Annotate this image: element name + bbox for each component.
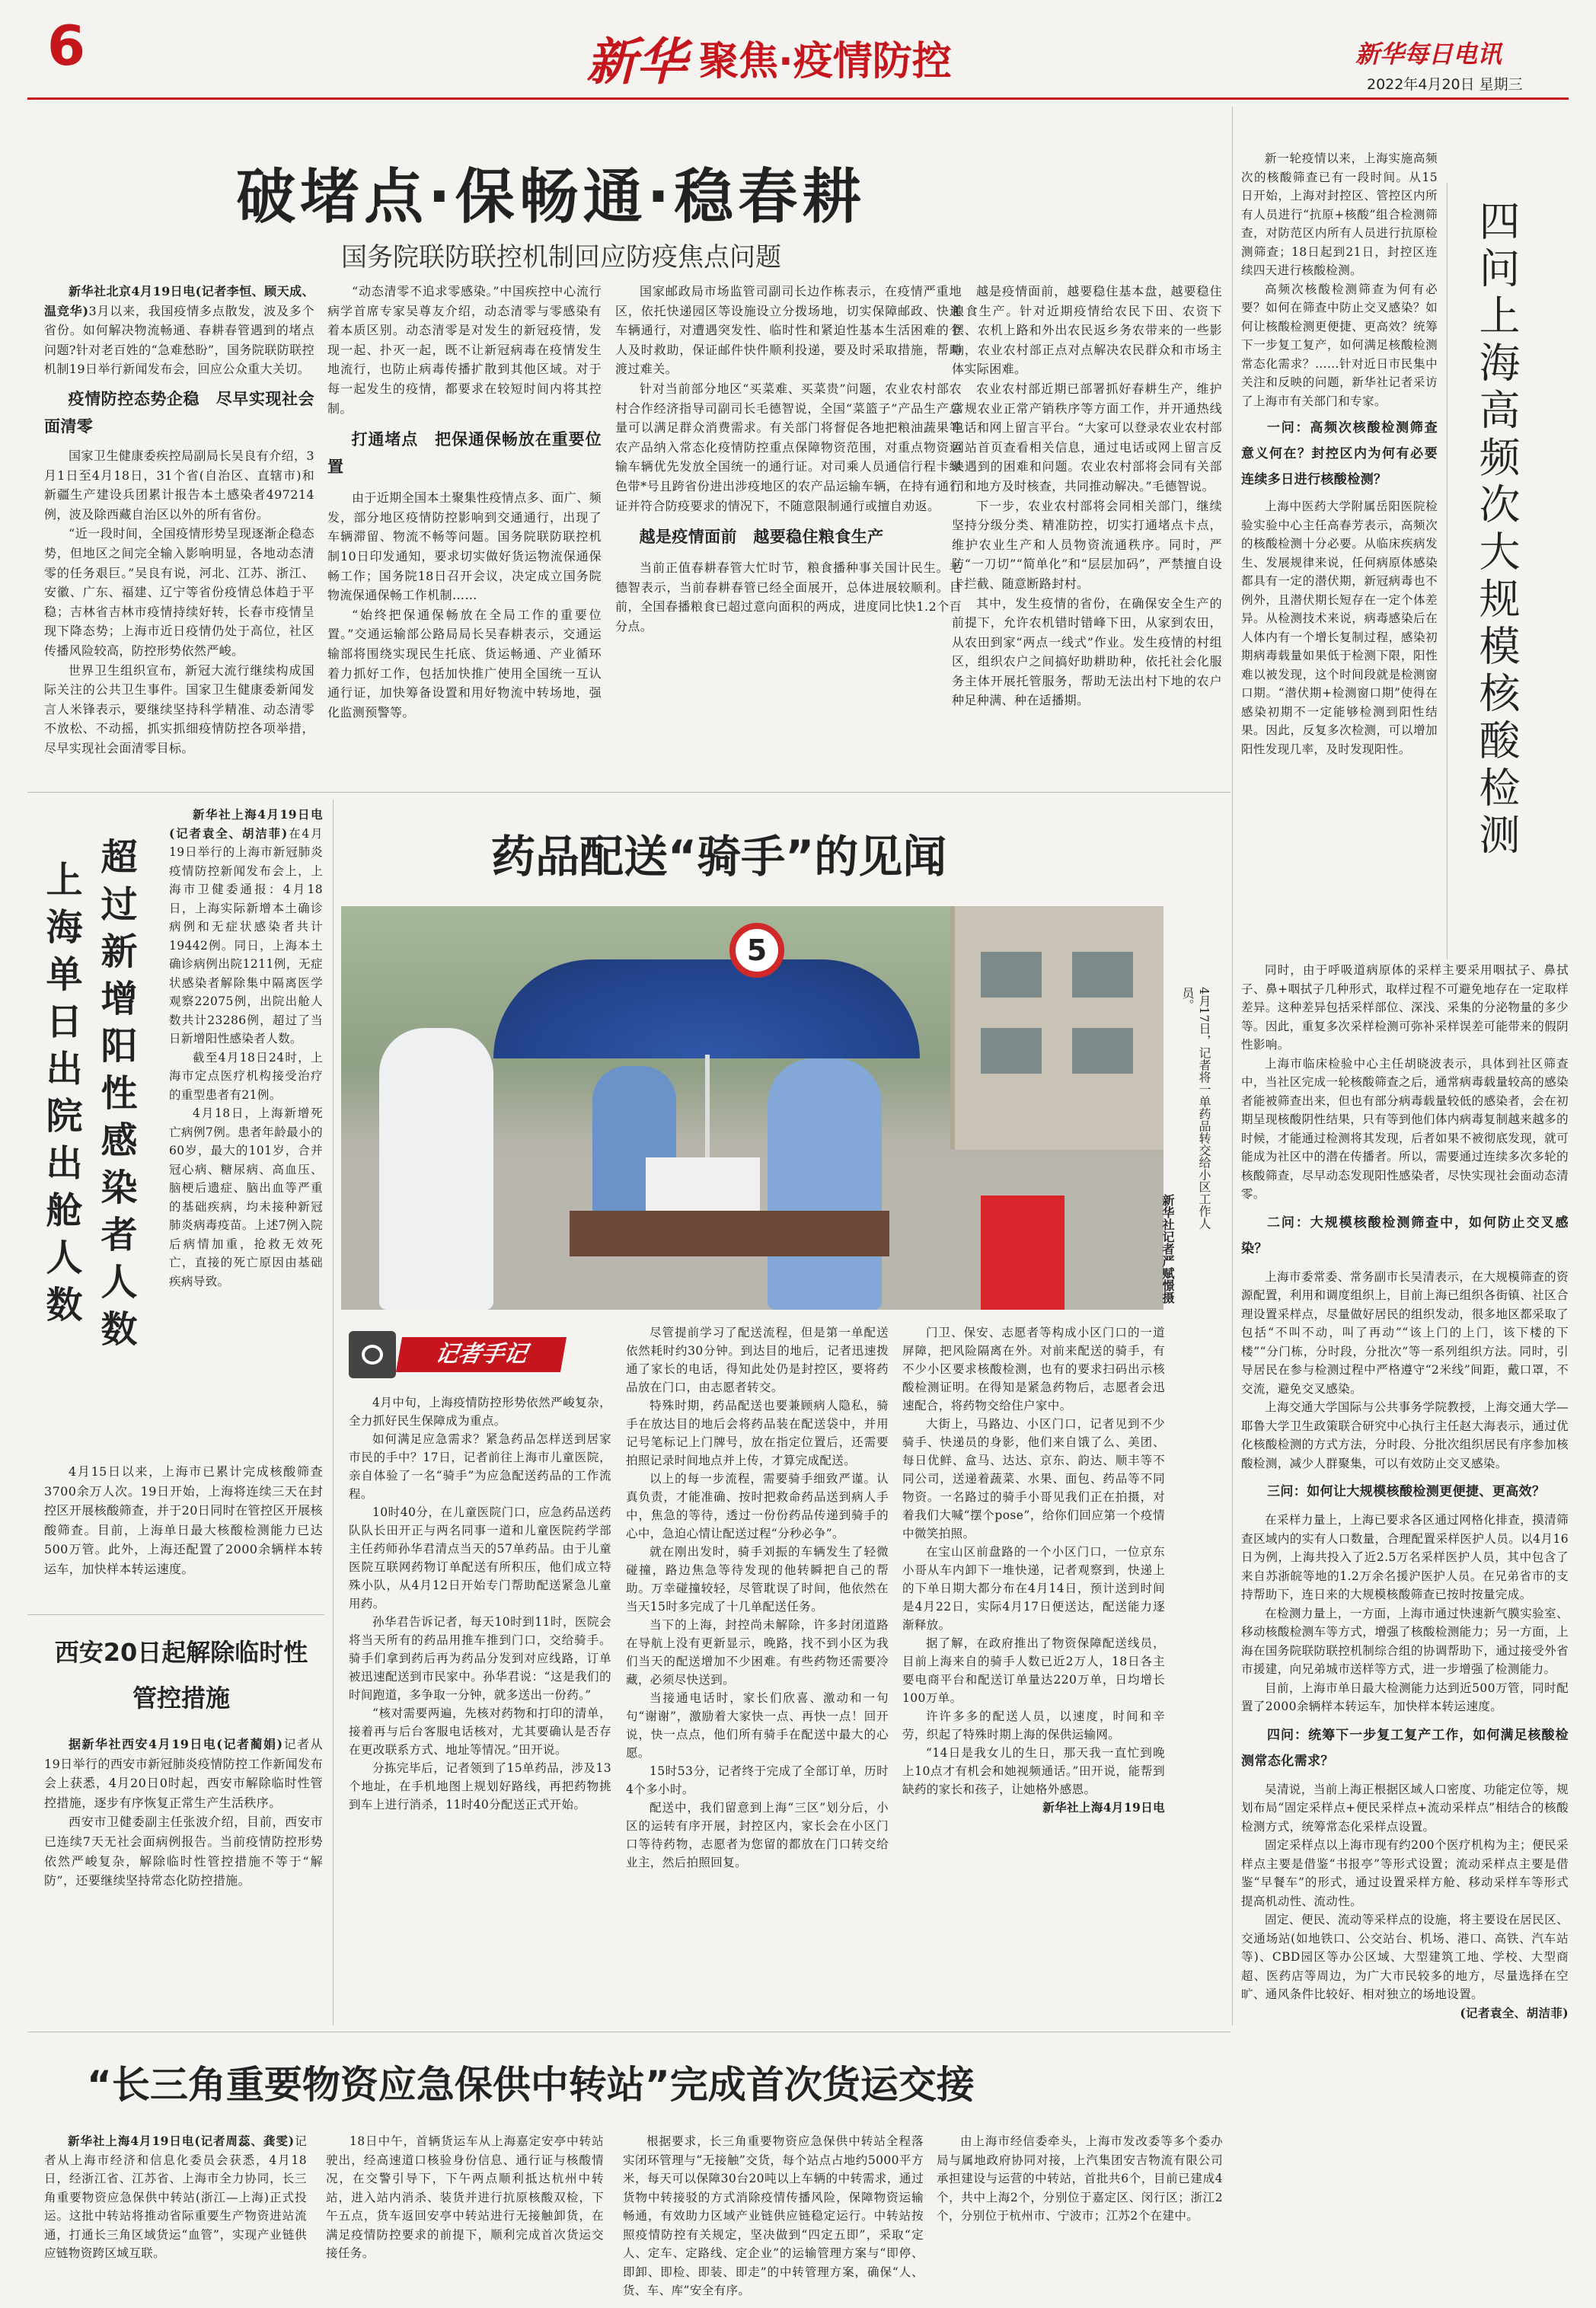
story1-p6: “始终把保通保畅放在全局工作的重要位置。”交通运输部公路局局长吴春耕表示，交通运输部将围绕实现民生托底、货运畅通、产业循环着力抓好工作，包括加快推广使用全国统一互认通行证，加快筹备设置和用好物流中转场地，强化监测预警等。 [327, 607, 602, 720]
paper-brand: 新华每日电讯 [1355, 40, 1502, 69]
feature-p19: 许许多多的配送人员，以速度，时间和辛劳，织起了特殊时期上海的保供运输网。 [902, 1709, 1165, 1741]
story5-p3: 根据要求，长三角重要物资应急保供中转站全程落实闭环管理与“无接触”交货，每个站点占地约5000平方米，每天可以保障30台20吨以上车辆的中转需求，通过货物中转接驳的方式消除疫情传播风险，保障物资运输畅通，有效助力区域产业链供应链稳定运行。中转站按照疫情防控有关规定，坚决做到“四定五即”，采取“定人、定车、定路线、定企业”的运输管理方案与“即停、即卸、即检、即装、即走”的中转管理方案，确保“人、货、车、库”安全有序。 [623, 2134, 924, 2297]
story1-p4: “动态清零不追求零感染。”中国疾控中心流行病学首席专家吴尊友介绍，动态清零与零感染有着本质区别。动态清零是对发生的新冠疫情，发现一起、扑灭一起，既不让新冠病毒在疫情发生地流行，也防止病毒传播扩散到其他区域。对于每一起发生的疫情，都要求在较短时间内将其控制。 [327, 284, 602, 416]
story1-p8: 针对当前部分地区“买菜难、买菜贵”问题，农业农村部农村合作经济指导司副司长毛德智说，全国“菜篮子”产品生产总量可以满足群众消费需求。有关部门将督促各地把粮油蔬果等农产品纳入常态化疫情防控重点保障物资范围，对重点物资运输车辆优先发放全国统一的通行证。对司乘人员通信行程卡绿色带*号且跨省份进出涉疫地区的农产品运输车辆，在持有通行证并符合防疫要求的情况下，不随意限制通行或擅自劝返。 [615, 381, 962, 513]
feature-p13: 15时53分，记者终于完成了全部订单，历时4个多小时。 [626, 1764, 889, 1796]
feature-p1: 4月中旬，上海疫情防控形势依然严峻复杂，全力抓好民生保障成为重点。 [349, 1396, 611, 1428]
story1-col4 [952, 282, 1222, 784]
story1-subtitle: 国务院联防联控机制回应防疫焦点问题 [341, 242, 781, 273]
feature-signoff: 新华社上海4月19日电 [1042, 1800, 1165, 1815]
story4-a3c: 目前，上海市单日最大检测能力达到近500万管，同时配置了2000余辆样本转运车，加快样本转运速度。 [1241, 1681, 1569, 1713]
story4-q4: 四问：统筹下一步复工复产工作，如何满足核酸检测常态化需求？ [1241, 1727, 1569, 1769]
feature-p15: 门卫、保安、志愿者等构成小区门口的一道屏障，把风险隔离在外。对前来配送的骑手，有不少小区要求核酸检测，也有的要求扫码出示核酸检测证明。在得知是紧急药物后，志愿者会迅速配合，将药物交给住户家中。 [902, 1326, 1165, 1413]
story3-title-text: 西安20日起解除临时性管控措施 [54, 1638, 308, 1713]
story4-a4c: 固定、便民、流动等采样点的设施，将主要设在居民区、交通场站(如地铁口、公交站台、机场、港口、高铁、汽车站等)、CBD园区等办公区域、大型建筑工地、学校、大型商超、医药店等周边，为广大市民较多的地方，尽量选择在空旷、通风条件比较好、相对独立的场地设置。 [1241, 1913, 1569, 2001]
story4-col-top [1241, 149, 1438, 959]
story5-title: “长三角重要物资应急保供中转站”完成首次货运交接 [87, 2063, 975, 2107]
story4-q3: 三问：如何让大规模核酸检测更便捷、更高效？ [1267, 1484, 1546, 1499]
story5-col1 [44, 2132, 307, 2308]
story4-a1b: 同时，由于呼吸道病原体的采样主要采用咽拭子、鼻拭子、鼻+咽拭子几种形式，取样过程不可避免地存在一定取样差异。这种差异包括采样部位、深浅、采集的分泌物量的多少等。因此，重复多次采样检测可弥补采样误差可能带来的假阴性影响。 [1241, 963, 1569, 1052]
building-window [1072, 952, 1133, 998]
story1-p7: 国家邮政局市场监管司副司长边作栋表示，在疫情严重地区，依托快递园区等设施设立分拨场地，切实保障邮政、快递车辆通行，对遭遇突发性、临时性和紧迫性基本生活困难的个人及时救助，保证邮件快件顺利投递，要及时采取措施，帮助渡过难关。 [615, 284, 962, 377]
story5-dateline: 新华社上海4月19日电(记者周蕊、龚雯) [68, 2134, 295, 2148]
feature-title: 药品配送“骑手”的见闻 [491, 831, 947, 883]
story4-vtitle: 四问上海高频次大规模核酸检测 [1473, 200, 1521, 860]
building-window [981, 952, 1042, 998]
feature-p11: 当下的上海，封控尚未解除，许多封闭道路在导航上没有更新显示，晚路，找不到小区为我们当天的配送增加不少困难。有些药物还需要冷藏，必须尽快送到。 [626, 1618, 889, 1687]
story2-tail [44, 1462, 323, 1614]
story1-h3: 越是疫情面前 越要稳住粮食生产 [639, 528, 884, 547]
umbrella [493, 959, 920, 1058]
divider [333, 800, 334, 2025]
story1-h2: 打通堵点 把保通保畅放在重要位置 [327, 430, 602, 477]
badge-label [396, 1337, 567, 1372]
story4-signoff: (记者袁全、胡洁菲) [1460, 2005, 1569, 2020]
story2-p2: 截至4月18日24时，上海市定点医疗机构接受治疗的重型患者有21例。 [169, 1050, 323, 1102]
story4-a2b: 上海交通大学国际与公共事务学院教授，上海交通大学—耶鲁大学卫生政策联合研究中心执行主任赵大海表示，通过优化核酸检测的方式方法，分时段、分批次组织居民有序参加核酸检测，减少人群聚集，可以有效防止交叉感染。 [1241, 1400, 1569, 1470]
feature-p16: 大街上，马路边、小区门口，记者见到不少骑手、快递员的身影，他们来自饿了么、美团、每日优鲜、盒马、达达、京东、韵达、顺丰等不同公司，送递着蔬菜、水果、面包、药品等不同物资。一名路过的骑手小哥见我们正在拍摄，对着我们大喊“摆个pose”，给你们回应第一个疫情中微笑拍照。 [902, 1417, 1165, 1540]
brand-logo: 新华 [586, 32, 687, 91]
feature-p9: 以上的每一步流程，需要骑手细致严谨。认真负责，才能准确、按时把救命药品送到病人手中，焦急的等待，透过一份份药品传递到骑手的心中，急迫心情让配送过程“分秒必争”。 [626, 1472, 889, 1540]
story2-p3: 4月18日，上海新增死亡病例7例。患者年龄最小的60岁，最大的101岁，合并冠心病、糖尿病、高血压、脑梗后遗症、脑出血等严重的基础疾病，均未接种新冠肺炎病毒疫苗。上述7例入院后病情加重，抢救无效死亡，直接的死亡原因由基础疾病导致。 [169, 1106, 323, 1288]
story1-dateline: 新华社北京4月19日电(记者李恒、顾天成、温竞华) [44, 284, 314, 318]
photo-sign-text: 5 [746, 934, 768, 967]
feature-p20: “14日是我女儿的生日，那天我一直忙到晚上10点才有机会和她视频通话。”田开说，能帮到缺药的家长和孩子，让她格外感恩。 [902, 1746, 1165, 1796]
story5-p1: 记者从上海市经济和信息化委员会获悉，4月18日，经浙江省、江苏省、上海市全力协同，长三角重要物资应急保供中转站(浙江—上海)正式投运。这批中转站将推动省际重要生产物资进站流通，打通长三角区域货运“血管”，实现产业链供应链物资跨区域互联。 [44, 2134, 307, 2260]
story4-intro2: 高频次核酸检测筛查为何有必要？如何在筛查中防止交叉感染？如何让核酸检测更便捷、更高效？统筹下一步复工复产，如何满足核酸检测常态化需求？……针对近日市民集中关注和反映的问题，新华社记者采访了上海市有关部门和专家。 [1241, 282, 1438, 408]
story3-p2: 西安市卫健委副主任张波介绍，目前，西安市已连续7天无社会面病例报告。当前疫情防控形势依然严峻复杂，解除临时性管控措施不等于“解防”，还要继续坚持常态化防控措施。 [44, 1815, 323, 1888]
feature-p10: 就在刚出发时，骑手刘振的车辆发生了轻微碰撞，路边焦急等待发现的他转瞬把自己的帮助。万幸碰撞较轻，尽管耽误了时间，他依然在当天15时多完成了十几单配送任务。 [626, 1545, 889, 1614]
story5-p2: 18日中午，首辆货运车从上海嘉定安亭中转站驶出，经高速道口核验身份信息、通行证与核酸情况，在交警引导下，下午两点顺利抵达杭州中转站，进入站内消杀、装货并进行抗原核酸双检，下午五点，货车返回安亭中转站进行无接触卸货，在满足疫情防控要求的前提下，顺利完成首次货运交接任务。 [326, 2134, 604, 2260]
header-rule [27, 97, 1569, 100]
story5-col4 [937, 2132, 1223, 2308]
story1-p10: 越是疫情面前，越要稳住基本盘，越要稳住粮食生产。针对近期疫情给农民下田、农资下摆、农机上路和外出农民返乡务农带来的一些影响，农业农村部正点对点解决农民群众和市场主体实际困难。 [952, 284, 1222, 377]
story1-p3: 世界卫生组织宣布，新冠大流行继续构成国际关注的公共卫生事件。国家卫生健康委新闻发言人米锋表示，要继续坚持科学精准、动态清零不放松、不动摇，抓实抓细疫情防控各项举措，尽早实现社会面清零目标。 [44, 662, 314, 755]
story2-col [169, 806, 323, 1460]
story4-a2: 上海市委常委、常务副市长吴清表示，在大规模筛查的资源配置，利用和调度组织上，目前上海已组织各街镇、社区合理设置采样点，尽量做好居民的组织发动，很多地区都采取了包括“不叫不动，叫了再动”“该上门的上门，该下楼的下楼”“分门栋，分时段，分批次”等一系列组织方法。同时，引导居民在参与检测过程中严格遵守“2米线”间距，戴口罩，不交流，避免交叉感染。 [1241, 1269, 1569, 1396]
feature-p4: 孙华君告诉记者，每天10时到11时，医院会将当天所有的药品用推车推到门口，交给骑手。骑手们拿到药后再为药品分发到对应线路，订单被迅速配送到市民家中。孙华君说：“这是我们的时间跑道，多争取一分钟，就多送出一份药。” [349, 1615, 611, 1702]
building-window [981, 1028, 1042, 1074]
section-title: 聚焦·疫情防控 [699, 39, 952, 85]
feature-col1 [349, 1393, 611, 2025]
building-window [1072, 1028, 1133, 1074]
story4-a4b: 固定采样点以上海市现有约200个医疗机构为主；便民采样点主要是借鉴“书报亭”等形式设置；流动采样点主要是借鉴“早餐车”的形式，通过设置采样方舱、移动采样车等形式提高机动性、流动性。 [1241, 1838, 1569, 1908]
divider [27, 1614, 324, 1615]
story4-a3b: 在检测力量上，一方面，上海市通过快速新气膜实验室、移动核酸检测车等方式，增强了核酸检测能力；另一方面，上海在国务院联防联控机制综合组的协调帮助下，通过接受外省市援建，向兄弟城市送样等方式，进一步增强了检测能力。 [1241, 1606, 1569, 1676]
worker-ppe-white [379, 1028, 493, 1310]
story1-p2: “近一段时间，全国疫情形势呈现逐渐企稳态势，但地区之间完全输入影响明显，各地动态清零的任务艰巨。”吴良有说，河北、江苏、浙江、安徽、广东、福建、辽宁等省份疫情总体趋于平稳；吉林省吉林市疫情持续好转，长春市疫情呈现下降态势；上海市近日疫情仍处于高位，社区传播风险较高，防控形势依然严峻。 [44, 526, 314, 658]
caption-text: 4月17日，记者将一单药品转交给小区工作人员。 [1180, 987, 1211, 1230]
story1-lead: 3月以来，我国疫情多点散发，波及多个省份。如何解决物流畅通、春耕春管遇到的堵点问题?针对老百姓的“急难愁盼”，国务院联防联控机制19日举行新闻发布会，回应公众重大关切。 [44, 303, 314, 377]
feature-p5: “核对需要两遍，先核对药物和打印的清单，接着再与后台客服电话核对，尤其要确认是否存在更改联系方式、地址等情况。”田开说。 [349, 1706, 611, 1757]
red-sign [981, 1195, 1065, 1310]
story4-a4: 吴清说，当前上海正根据区域人口密度、功能定位等，规划布局“固定采样点+便民采样点+流动采样点”相结合的核酸检测方式，统筹常态化采样点设置。 [1241, 1782, 1569, 1834]
table [570, 1211, 889, 1256]
story1-p12: 下一步，农业农村部将会同相关部门，继续坚持分级分类、精准防控，切实打通堵点卡点，维护农业生产和人员物资流通秩序。同时，严防“一刀切”“简单化”和“层层加码”，严禁擅自设卡拦截、随意断路封村。 [952, 498, 1222, 591]
feature-p7: 尽管提前学习了配送流程，但是第一单配送依然耗时约30分钟。到达目的地后，记者迅速拨通了家长的电话，得知此处仍是封控区，要将药品放在门口，由志愿者转交。 [626, 1326, 889, 1394]
feature-p2: 如何满足应急需求？紧急药品怎样送到居家市民的手中？17日，记者前往上海市儿童医院，亲自体验了一名“骑手”为应急配送药品的工作流程。 [349, 1432, 611, 1501]
divider [1447, 183, 1448, 959]
story4-q2: 二问：大规模核酸检测筛查中，如何防止交叉感染？ [1241, 1215, 1569, 1256]
story4-intro: 新一轮疫情以来，上海实施高频次的核酸筛查已有一段时间。从15日开始，上海对封控区、管控区内所有人员进行“抗原+核酸”组合检测筛查，对防范区内所有人员进行抗原检测筛查；18日起到21日，封控区连续四天进行核酸检测。 [1241, 152, 1438, 277]
story5-col2 [326, 2132, 604, 2308]
story4-col-bottom [1241, 961, 1569, 2308]
story2-p4: 4月15日以来，上海市已累计完成核酸筛查3700余万人次。19日开始，上海将连续三天在封控区开展核酸筛查，并于20日同时在管控区开展核酸筛查。目前，上海单日最大核酸检测能力已达500万管。此外，上海还配置了2000余辆样本转运车，加快样本转运速度。 [44, 1464, 323, 1576]
feature-photo [341, 906, 1163, 1310]
feature-p12: 当接通电话时，家长们欣喜、激动和一句句“谢谢”，激励着大家快一点、再快一点！回开说，快一点点，他们所有骑手在配送中最大的心愿。 [626, 1691, 889, 1760]
story2-p1: 在4月19日举行的上海市新冠肺炎疫情防控新闻发布会上，上海市卫健委通报：4月18日，上海实际新增本土确诊病例和无症状感染者共计19442例。同日，上海本土确诊病例出院1211例，无症状感染者解除集中隔离医学观察22075例，出院出舱人数共计23286例，超过了当日新增阳性感染者人数。 [169, 826, 323, 1045]
feature-p6: 分拣完毕后，记者领到了15单药品，涉及13个地址，在手机地图上规划好路线，再把药物挑到车上进行消杀，11时40分配送正式开始。 [349, 1761, 611, 1812]
story4-a1c: 上海市临床检验中心主任胡晓波表示，具体到社区筛查中，当社区完成一轮核酸筛查之后，通常病毒载量较高的感染者能被筛查出来，但也有部分病毒载量较低的感染者，会在初期呈现核酸阴性结果，只有等到他们体内病毒复制越来越多的时候，才能通过检测将其发现，后者如果不被彻底发现，就可能成为社区中的潜在传播者。所以，需要通过连续多次多轮的核酸筛查，尽早动态发现阳性感染者，尽快实现社会面动态清零。 [1241, 1056, 1569, 1201]
story5-col3 [623, 2132, 924, 2308]
story1-p1: 国家卫生健康委疾控局副局长吴良有介绍，3月1日至4月18日，31个省(自治区、直辖市)和新疆生产建设兵团累计报告本土感染者497214例，波及除西藏自治区以外的所有省份。 [44, 448, 314, 522]
story2-dateline: 新华社上海4月19日电(记者袁全、胡洁菲) [169, 807, 323, 841]
story2-vtitle-2: 超过新增阳性感染者人数 [94, 838, 137, 1357]
story3-dateline: 据新华社西安4月19日电(记者蔺娟) [69, 1737, 283, 1751]
story3-p1: 记者从19日举行的西安市新冠肺炎疫情防控工作新闻发布会上获悉，4月20日0时起，西安市解除临时性管控措施，逐步有序恢复正常生产生活秩序。 [44, 1737, 323, 1810]
camera-icon [349, 1331, 396, 1378]
story1-p11: 农业农村部近期已部署抓好春耕生产，维护常规农业正常产销秩序等方面工作，并开通热线电话和网上留言平台。“大家可以登录农业农村部网站首页查看相关信息，通过电话或网上留言反映遇到的困难和问题。农业农村部将会同有关部门和地方及时核查，共同推动解决。”毛德智说。 [952, 381, 1222, 493]
story4-a1: 上海中医药大学附属岳阳医院检验实验中心主任高春芳表示，高频次的核酸检测十分必要。从临床疾病发生、发展规律来说，任何病原体感染都具有一定的潜伏期，新冠病毒也不例外，且潜伏期长短存在一定个体差异。从检测技术来说，病毒感染后在人体内有一个增长复制过程，感染初期病毒载量如果低于检测下限，阳性难以被发现，这个时间段就是检测窗口期。“潜伏期+检测窗口期”使得在感染初期不一定能够检测到阳性结果。因此，反复多次检测，可以增加阳性发现几率，及时发现阳性。 [1241, 500, 1438, 756]
notes-badge [349, 1331, 566, 1378]
story1-col2 [327, 282, 602, 784]
story3-col [44, 1735, 323, 2024]
feature-p17: 在宝山区前盘路的一个小区门口，一位京东小哥从车内卸下一堆快递，记者观察到，快递上的下单日期大都分布在4月14日，预计送到时间是4月22日，实际4月17日便送达，配送能力逐渐释放。 [902, 1545, 1165, 1632]
badge-text: 记者手记 [433, 1341, 530, 1368]
story1-p9: 当前正值春耕春管大忙时节，粮食播种事关国计民生。毛德智表示，当前春耕春管已经全面展开，总体进展较顺利。目前，全国春播粮食已超过意向面积的两成，进度同比快1.2个百分点。 [615, 560, 962, 634]
story1-p5: 由于近期全国本土聚集性疫情点多、面广、频发，部分地区疫情防控影响到交通通行，出现了车辆滞留、物流不畅等问题。国务院联防联控机制10日印发通知，要求切实做好货运物流保通保畅工作；国务院18日召开会议，决定成立国务院物流保通保畅工作机制…… [327, 490, 602, 603]
feature-col2 [626, 1323, 889, 2024]
feature-col3 [902, 1323, 1165, 2024]
story2-vtitle-1: 上海单日出院出舱人数 [40, 860, 82, 1333]
story4-a3: 在采样力量上，上海已要求各区通过网格化排查，摸清筛查区域内的实有人口数量，合理配置采样医护人员。以4月16日为例，上海共投入了近2.5万名采样医护人员，其中包含了来自苏浙皖等地的1.2万余名援沪医护人员。在兄弟省市的支持帮助下，连日来的大规模核酸筛查已按时按量完成。 [1241, 1513, 1569, 1601]
page-header [0, 0, 1596, 99]
feature-p8: 特殊时期，药品配送也要兼顾病人隐私，骑手在放达目的地后会将药品装在配送袋中，并用记号笔标记上门牌号，放在指定位置后，还需要拍照记录时间地点并上传，才算完成配送。 [626, 1399, 889, 1467]
feature-p3: 10时40分，在儿童医院门口，应急药品送药队队长田开正与两名同事一道和儿童医院药学部主任药师孙华君清点当天的57单药品。由于儿童医院互联网药物订单配送有所积压，他们成立特殊小队，从4月12日开始专门帮助配送紧急儿童用药。 [349, 1505, 611, 1610]
photo-credit: 新华社记者严赋憬摄 [1160, 1194, 1175, 1304]
story1-col3 [615, 282, 962, 784]
issue-date: 2022年4月20日 星期三 [1367, 76, 1523, 93]
divider [1232, 107, 1233, 2025]
story3-title [44, 1630, 318, 1721]
story1-p13: 其中，发生疫情的省份，在确保安全生产的前提下，允许农机错时错峰下田，从家到农田，从农田到家“两点一线式”作业。发生疫情的村组区，组织农户之间搞好助耕助种，依托社会化服务主体开展托管服务，帮助无法出村下地的农户种足种满、种在适播期。 [952, 595, 1222, 708]
story5-p4: 由上海市经信委牵头，上海市发改委等多个委办局与属地政府协同对接，上汽集团安吉物流有限公司承担建设与运营的中转站，首批共6个，目前已建成4个，共中上海2个，分别位于嘉定区、闵行区；浙江2个，分别位于杭州市、宁波市；江苏2个在建中。 [937, 2134, 1223, 2223]
photo-caption [1179, 987, 1212, 1238]
page-number: 6 [47, 14, 86, 78]
worker-blue-gown [768, 1058, 882, 1310]
story1-h1: 疫情防控态势企稳 尽早实现社会面清零 [44, 389, 314, 436]
photo-sign [729, 923, 784, 978]
divider [27, 792, 1231, 793]
story1-title: 破堵点·保畅通·稳春耕 [236, 163, 867, 231]
medicine-boxes [646, 1157, 760, 1211]
story1-col1 [44, 282, 314, 784]
feature-p18: 据了解，在政府推出了物资保障配送线员，目前上海来自的骑手人数已近2万人，18日各主要电商平台和配送订单量达220万单，日均增长100万单。 [902, 1636, 1165, 1705]
story4-q1: 一问：高频次核酸检测筛查意义何在？封控区内为何有必要连续多日进行核酸检测？ [1241, 420, 1438, 487]
feature-p14: 配送中，我们留意到上海“三区”划分后，小区的运转有序开展，封控区内，家长会在小区门口等待药物，志愿者为您留的都放在门口转交给业主，然后拍照回复。 [626, 1801, 889, 1869]
